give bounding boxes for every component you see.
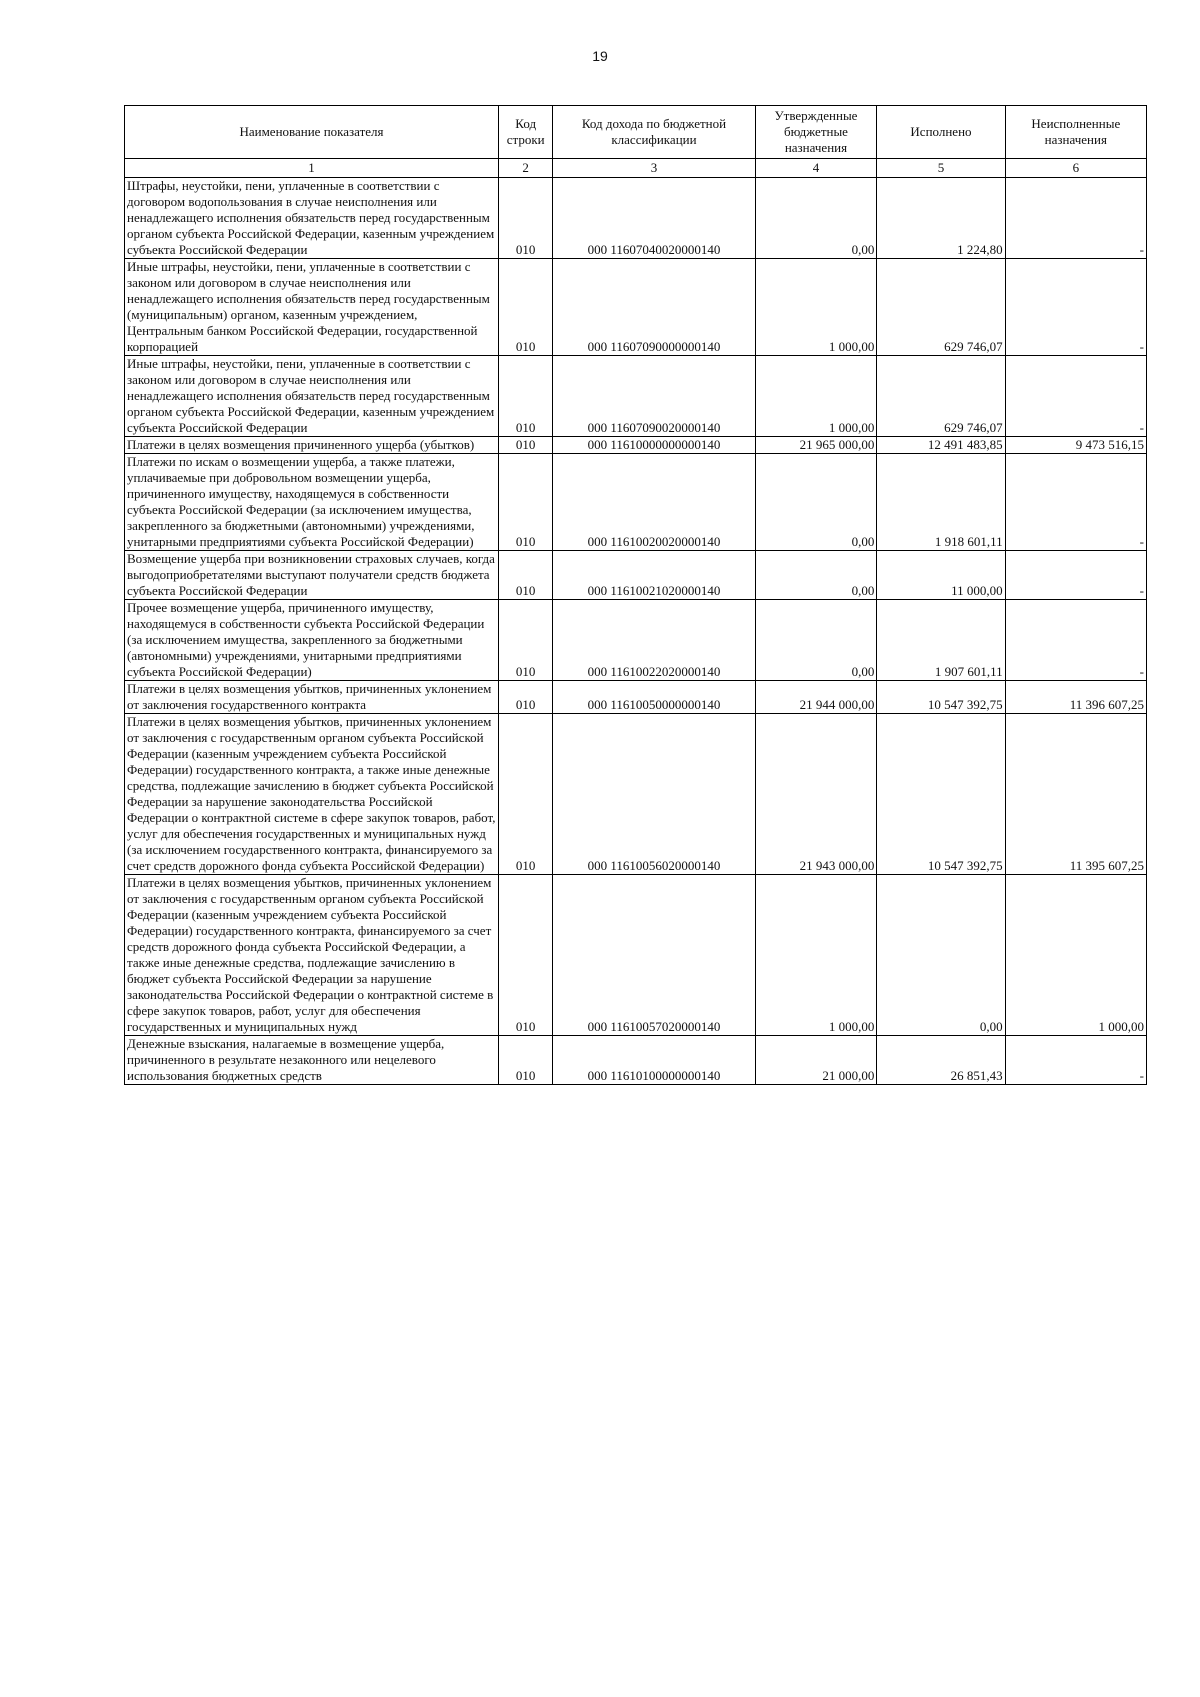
table-row — [125, 1036, 1147, 1085]
row-income-code: 000 11610057020000140 — [553, 875, 755, 1036]
table-row — [125, 714, 1147, 875]
table-row — [125, 681, 1147, 714]
row-unexecuted: 11 396 607,25 — [1005, 681, 1146, 714]
row-approved: 0,00 — [755, 551, 877, 600]
row-income-code: 000 11610100000000140 — [553, 1036, 755, 1085]
table-row — [125, 259, 1147, 356]
row-name: Денежные взыскания, налагаемые в возмещение ущерба, причиненного в результате незаконного или нецелевого использования бюджетных средств — [125, 1036, 499, 1085]
row-line-code: 010 — [499, 875, 553, 1036]
row-approved: 21 943 000,00 — [755, 714, 877, 875]
header-executed: Исполнено — [877, 106, 1005, 159]
row-income-code: 000 11607090020000140 — [553, 356, 755, 437]
row-income-code: 000 11610056020000140 — [553, 714, 755, 875]
row-name: Штрафы, неустойки, пени, уплаченные в соответствии с договором водопользования в случае неисполнения или ненадлежащего исполнения обязательств перед государственным органом субъекта Российской Федерации, казенным учреждением субъекта Российской Федерации — [125, 178, 499, 259]
row-unexecuted: - — [1005, 551, 1146, 600]
row-executed: 1 918 601,11 — [877, 454, 1005, 551]
table-row — [125, 600, 1147, 681]
row-unexecuted: - — [1005, 178, 1146, 259]
row-approved: 1 000,00 — [755, 259, 877, 356]
row-line-code: 010 — [499, 681, 553, 714]
table-row — [125, 178, 1147, 259]
header-name: Наименование показателя — [125, 106, 499, 159]
row-approved: 1 000,00 — [755, 875, 877, 1036]
table-row — [125, 454, 1147, 551]
row-line-code: 010 — [499, 600, 553, 681]
row-executed: 0,00 — [877, 875, 1005, 1036]
column-number: 1 — [125, 159, 499, 178]
row-approved: 0,00 — [755, 178, 877, 259]
column-number: 2 — [499, 159, 553, 178]
row-income-code: 000 11610022020000140 — [553, 600, 755, 681]
header-line-code: Код строки — [499, 106, 553, 159]
row-line-code: 010 — [499, 454, 553, 551]
row-unexecuted: 1 000,00 — [1005, 875, 1146, 1036]
row-line-code: 010 — [499, 437, 553, 454]
row-unexecuted: - — [1005, 356, 1146, 437]
column-number: 5 — [877, 159, 1005, 178]
row-line-code: 010 — [499, 178, 553, 259]
row-line-code: 010 — [499, 551, 553, 600]
row-executed: 26 851,43 — [877, 1036, 1005, 1085]
row-line-code: 010 — [499, 259, 553, 356]
row-executed: 1 224,80 — [877, 178, 1005, 259]
row-name: Платежи в целях возмещения причиненного ущерба (убытков) — [125, 437, 499, 454]
row-name: Платежи в целях возмещения убытков, причиненных уклонением от заключения с государственным органом субъекта Российской Федерации (казенным учреждением субъекта Российской Федерации) государственного контракта, а также иные денежные средства, подлежащие зачислению в бюджет субъекта Российской Федерации за нарушение законодательства Российской Федерации о контрактной системе в сфере закупок товаров, работ, услуг для обеспечения государственных и муниципальных нужд (за исключением государственного контракта, финансируемого за счет средств дорожного фонда субъекта Российской Федерации) — [125, 714, 499, 875]
row-executed: 10 547 392,75 — [877, 681, 1005, 714]
table-row — [125, 356, 1147, 437]
row-name: Платежи по искам о возмещении ущерба, а также платежи, уплачиваемые при добровольном возмещении ущерба, причиненного имуществу, находящемуся в собственности субъекта Российской Федерации (за исключением имущества, закрепленного за бюджетными (автономными) учреждениями, унитарными предприятиями субъекта Российской Федерации) — [125, 454, 499, 551]
row-executed: 629 746,07 — [877, 259, 1005, 356]
row-name: Иные штрафы, неустойки, пени, уплаченные в соответствии с законом или договором в случае неисполнения или ненадлежащего исполнения обязательств перед государственным органом субъекта Российской Федерации, казенным учреждением субъекта Российской Федерации — [125, 356, 499, 437]
column-number: 3 — [553, 159, 755, 178]
row-approved: 0,00 — [755, 454, 877, 551]
row-executed: 11 000,00 — [877, 551, 1005, 600]
row-line-code: 010 — [499, 714, 553, 875]
header-approved: Утвержденные бюджетные назначения — [755, 106, 877, 159]
row-approved: 21 944 000,00 — [755, 681, 877, 714]
row-unexecuted: - — [1005, 454, 1146, 551]
row-approved: 1 000,00 — [755, 356, 877, 437]
row-executed: 1 907 601,11 — [877, 600, 1005, 681]
row-name: Иные штрафы, неустойки, пени, уплаченные в соответствии с законом или договором в случае неисполнения или ненадлежащего исполнения обязательств перед государственным (муниципальным) органом, казенным учреждением, Центральным банком Российской Федерации, государственной корпорацией — [125, 259, 499, 356]
header-unexecuted: Неисполненные назначения — [1005, 106, 1146, 159]
row-executed: 10 547 392,75 — [877, 714, 1005, 875]
table-row — [125, 551, 1147, 600]
row-line-code: 010 — [499, 1036, 553, 1085]
row-approved: 21 000,00 — [755, 1036, 877, 1085]
row-income-code: 000 11610020020000140 — [553, 454, 755, 551]
row-executed: 12 491 483,85 — [877, 437, 1005, 454]
row-executed: 629 746,07 — [877, 356, 1005, 437]
row-income-code: 000 11610050000000140 — [553, 681, 755, 714]
column-number: 6 — [1005, 159, 1146, 178]
row-income-code: 000 11610000000000140 — [553, 437, 755, 454]
row-unexecuted: - — [1005, 600, 1146, 681]
row-income-code: 000 11610021020000140 — [553, 551, 755, 600]
table-row — [125, 437, 1147, 454]
budget-execution-table — [124, 105, 1147, 1085]
row-unexecuted: 9 473 516,15 — [1005, 437, 1146, 454]
row-approved: 0,00 — [755, 600, 877, 681]
table-row — [125, 875, 1147, 1036]
row-approved: 21 965 000,00 — [755, 437, 877, 454]
table-header-row — [125, 106, 1147, 159]
row-unexecuted: - — [1005, 1036, 1146, 1085]
column-number-row — [125, 159, 1147, 178]
row-unexecuted: - — [1005, 259, 1146, 356]
row-line-code: 010 — [499, 356, 553, 437]
header-income-code: Код дохода по бюджетной классификации — [553, 106, 755, 159]
column-number: 4 — [755, 159, 877, 178]
row-income-code: 000 11607040020000140 — [553, 178, 755, 259]
page-number: 19 — [592, 48, 608, 64]
row-unexecuted: 11 395 607,25 — [1005, 714, 1146, 875]
row-name: Возмещение ущерба при возникновении страховых случаев, когда выгодоприобретателями выступают получатели средств бюджета субъекта Российской Федерации — [125, 551, 499, 600]
row-income-code: 000 11607090000000140 — [553, 259, 755, 356]
row-name: Прочее возмещение ущерба, причиненного имуществу, находящемуся в собственности субъекта Российской Федерации (за исключением имущества, закрепленного за бюджетными (автономными) учреждениями, унитарными предприятиями субъекта Российской Федерации) — [125, 600, 499, 681]
row-name: Платежи в целях возмещения убытков, причиненных уклонением от заключения государственного контракта — [125, 681, 499, 714]
row-name: Платежи в целях возмещения убытков, причиненных уклонением от заключения с государственным органом субъекта Российской Федерации (казенным учреждением субъекта Российской Федерации) государственного контракта, финансируемого за счет средств дорожного фонда субъекта Российской Федерации, а также иные денежные средства, подлежащие зачислению в бюджет субъекта Российской Федерации за нарушение законодательства Российской Федерации о контрактной системе в сфере закупок товаров, работ, услуг для обеспечения государственных и муниципальных нужд — [125, 875, 499, 1036]
